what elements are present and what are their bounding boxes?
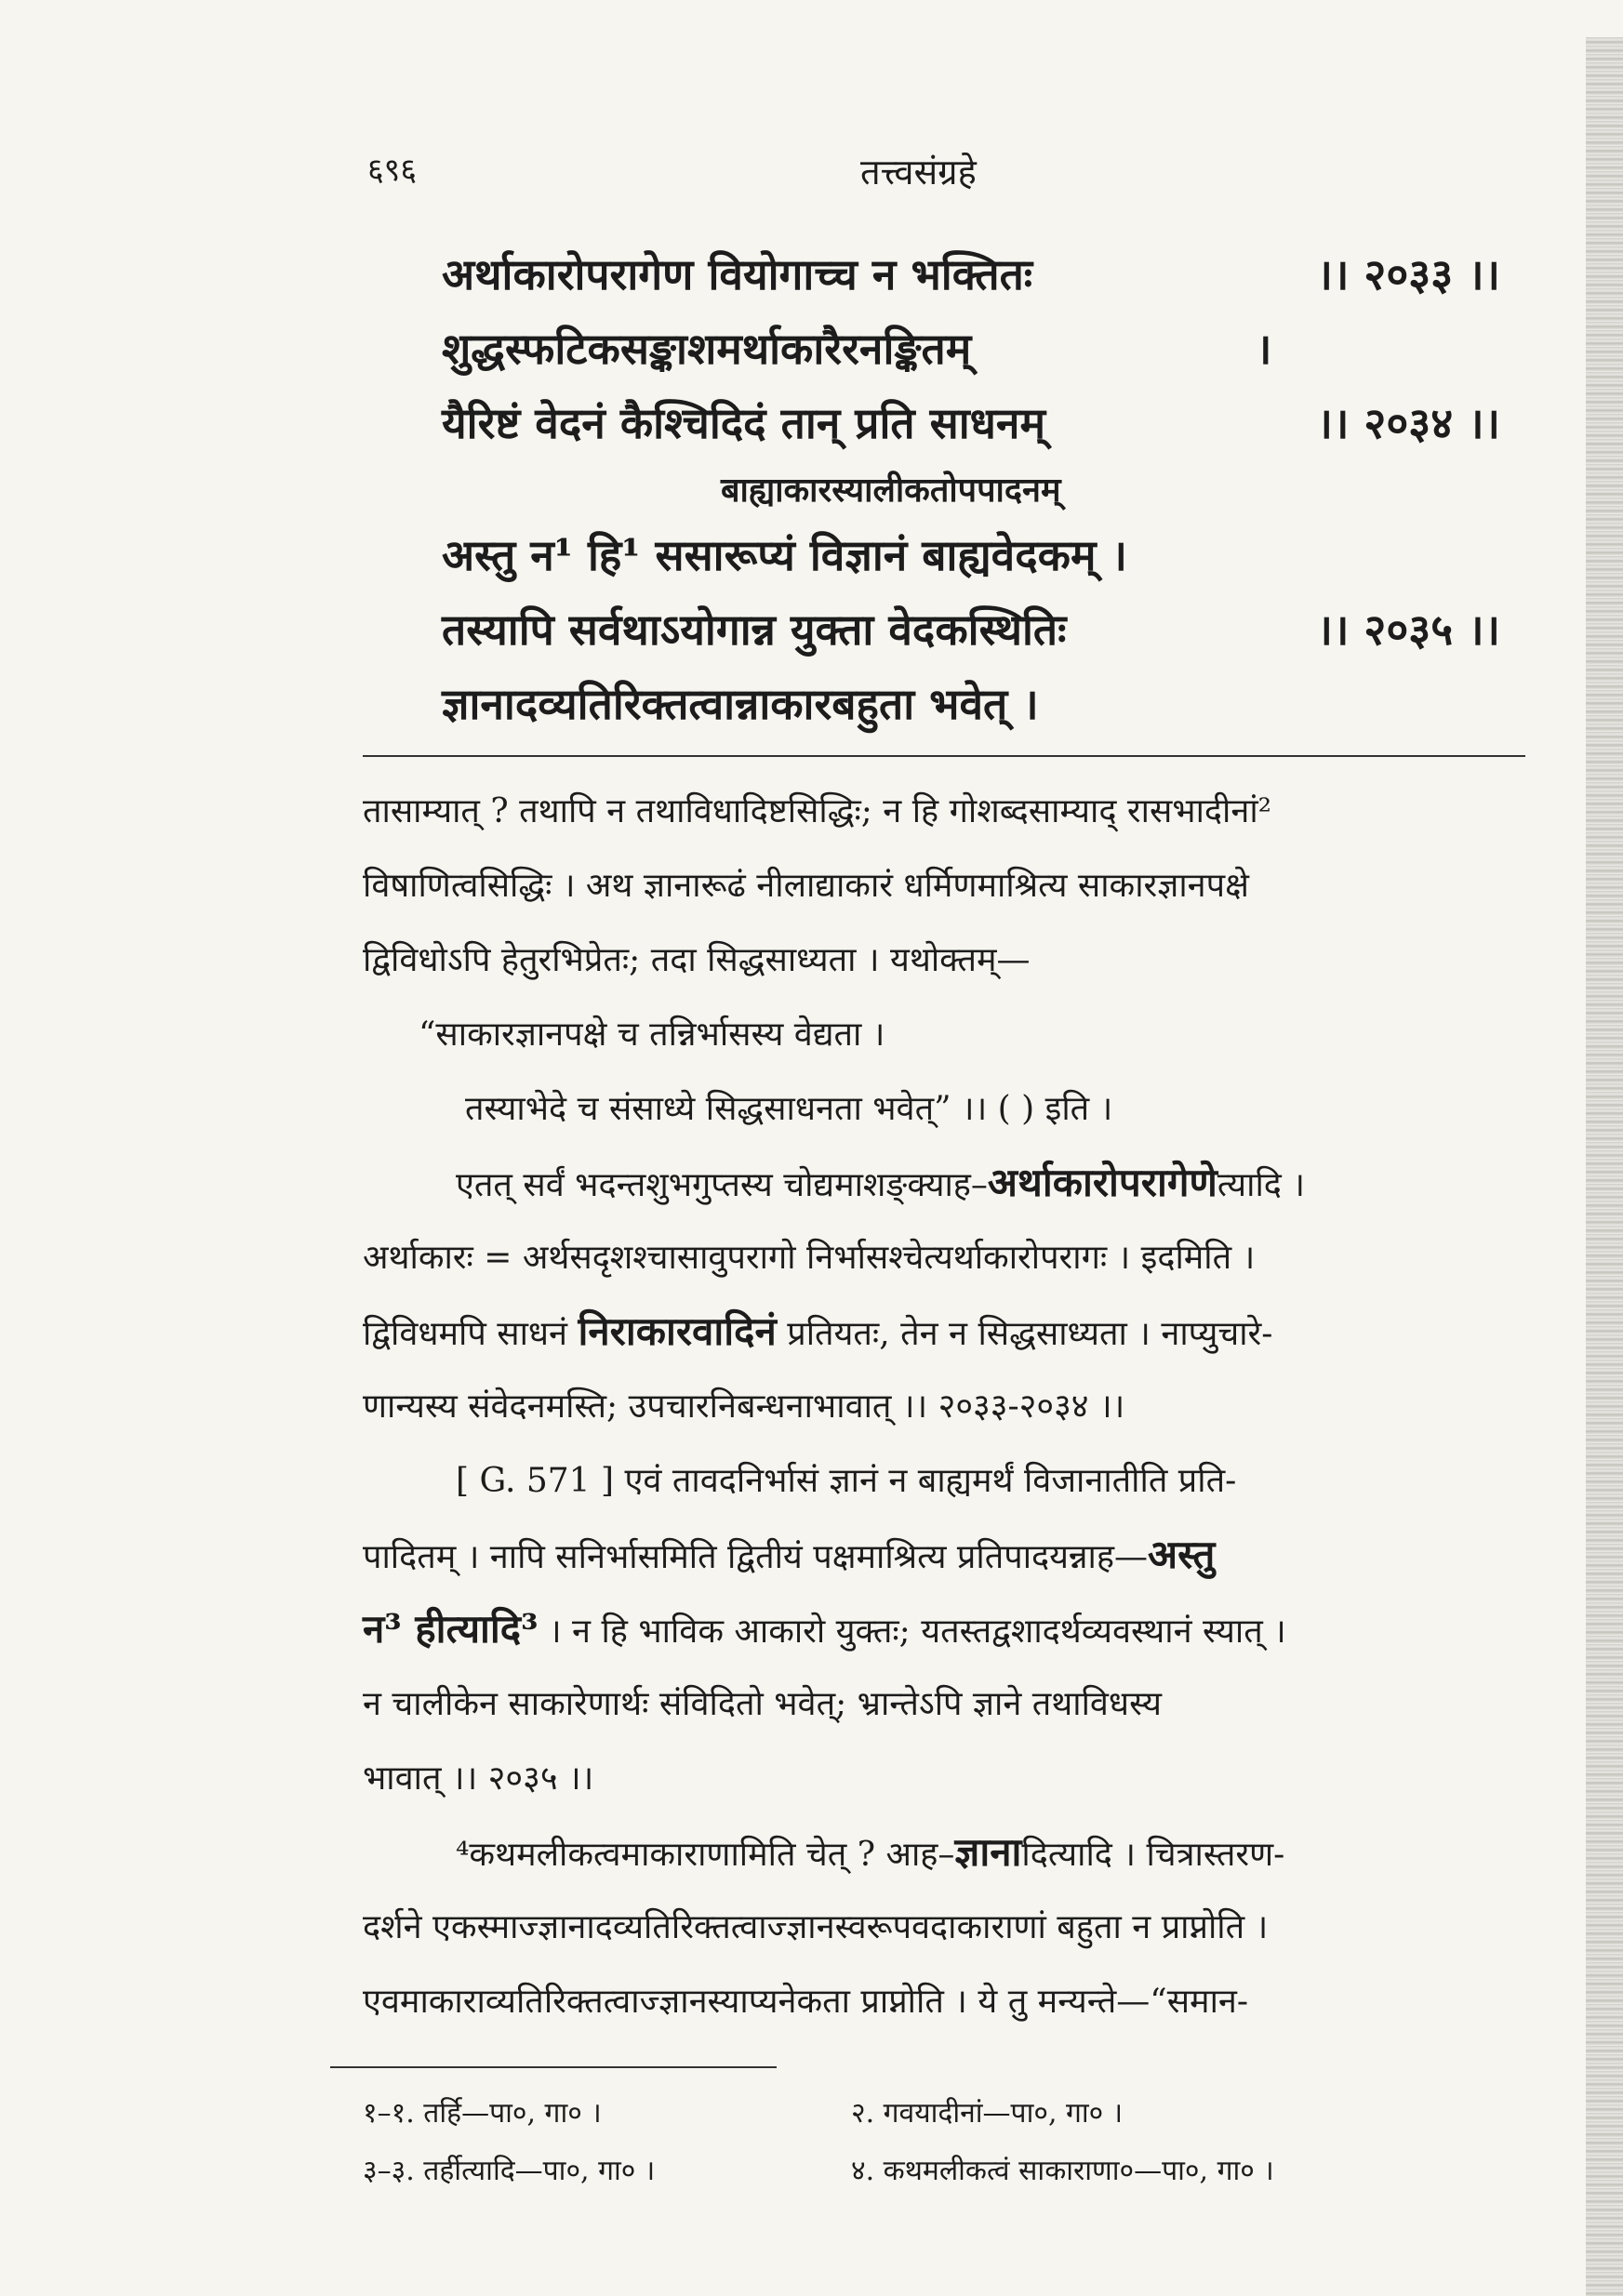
divider-rule: [363, 755, 1525, 757]
commentary-text: ⁴कथमलीकत्वमाकाराणामिति चेत् ? आह–: [456, 1835, 955, 1874]
commentary-text: द्विविधमपि साधनं: [363, 1314, 579, 1353]
commentary-text: एतत् सर्वं भदन्तशुभगुप्तस्य चोद्यमाशङ्क्याह–: [456, 1165, 988, 1204]
page-header: [367, 147, 1521, 203]
commentary-line: द्विविधोऽपि हेतुरभिप्रेतः; तदा सिद्धसाध्यता । यथोक्तम्—: [363, 940, 1031, 979]
section-heading: [442, 460, 1511, 518]
verse-text: अर्थाकारोपरागेण वियोगाच्च न भक्तितः: [442, 249, 1033, 299]
footnote: ४. कथमलीकत्वं साकाराणा०—पा०, गा० ।: [851, 2155, 1274, 2187]
verse-number: ।। २०३४ ।।: [1316, 398, 1500, 448]
commentary-line: एवमाकाराव्यतिरिक्तत्वाज्ज्ञानस्याप्यनेकता प्राप्नोति । ये तु मन्यन्ते—“समान-: [363, 1982, 1249, 2021]
footnote-rule: [330, 2066, 777, 2068]
commentary-line: [363, 1293, 1525, 1367]
commentary-line: न चालीकेन साकारेणार्थः संविदितो भवेत्; भ्रान्तेऽपि ज्ञाने तथाविधस्य: [363, 1684, 1162, 1723]
commentary-line: अर्थाकारः = अर्थसदृशश्चासावुपरागो निर्भासश्चेत्यर्थाकारोपरागः । इदमिति ।: [363, 1238, 1256, 1277]
commentary-line: [363, 1590, 1525, 1665]
verse-text: यैरिष्टं वेदनं कैश्चिदिदं तान् प्रति साधनम्: [442, 398, 1045, 448]
section-heading-text: बाह्याकारस्यालीकतोपपादनम्: [721, 471, 1061, 510]
page-number: ६९६: [367, 152, 418, 189]
verse-line: [442, 386, 1511, 460]
verse-text: ज्ञानादव्यतिरिक्तत्वान्नाकारबहुता भवेत् ।: [442, 679, 1039, 729]
commentary-text: । न हि भाविक आकारो युक्तः; यतस्तद्वशादर्थव्यवस्थानं स्यात् ।: [538, 1612, 1286, 1651]
commentary-text: त्यादि ।: [1217, 1165, 1306, 1204]
verse-line: [442, 312, 1511, 386]
pratika-bold: अर्थाकारोपरागेणे: [987, 1159, 1217, 1205]
commentary-block: [363, 772, 1525, 2037]
quoted-verse-line: “साकारज्ञानपक्षे च तन्निर्भासस्य वेद्यता ।: [419, 1015, 885, 1054]
verse-line: [442, 667, 1511, 741]
verse-number: ।। २०३५ ।।: [1316, 604, 1500, 655]
commentary-line: [363, 1144, 1525, 1218]
footnote: ३–३. तर्हीत्यादि—पा०, गा० ।: [363, 2155, 656, 2187]
verse-number: ।। २०३३ ।।: [1316, 249, 1500, 299]
quoted-verse-line: तस्याभेदे च संसाध्ये सिद्धसाधनता भवेत्” ।। ( ) इति ।: [465, 1089, 1113, 1128]
commentary-line: [ G. 571 ] एवं तावदनिर्भासं ज्ञानं न बाह्यमर्थं विजानातीति प्रति-: [456, 1461, 1237, 1500]
verse-danda: ।: [1256, 324, 1272, 374]
verse-line: [442, 592, 1511, 667]
commentary-line: विषाणित्वसिद्धिः । अथ ज्ञानारूढं नीलाद्याकारं धर्मिणमाश्रित्य साकारज्ञानपक्षे: [363, 866, 1249, 905]
pratika-bold: अस्तु: [1148, 1531, 1216, 1577]
footnote: २. गवयादीनां—पा०, गा० ।: [851, 2097, 1124, 2130]
verse-line: [442, 237, 1511, 312]
verse-text: अस्तु न¹ हि¹ ससारूप्यं विज्ञानं बाह्यवेदकम् ।: [442, 530, 1127, 580]
commentary-line: [363, 1516, 1525, 1590]
pratika-bold: ज्ञाना: [954, 1828, 1022, 1875]
footnotes: [363, 2083, 1516, 2198]
commentary-line: भावात् ।। २०३५ ।।: [363, 1758, 594, 1798]
verse-block: [442, 237, 1511, 741]
verse-text: शुद्धस्फटिकसङ्काशमर्थाकारैरनङ्कितम्: [442, 324, 972, 374]
verse-line: [442, 518, 1511, 592]
term-bold: निराकारवादिनं: [578, 1307, 777, 1354]
page-edge: [1586, 37, 1623, 2296]
commentary-line: णान्यस्य संवेदनमस्ति; उपचारनिबन्धनाभावात् ।। २०३३-२०३४ ।।: [363, 1387, 1125, 1426]
commentary-text: प्रतियतः, तेन न सिद्धसाध्यता । नाप्युचारे-: [776, 1314, 1273, 1353]
commentary-text: पादितम् । नापि सनिर्भासमिति द्वितीयं पक्षमाश्रित्य प्रतिपादयन्नाह—: [363, 1537, 1148, 1576]
commentary-line: दर्शने एकस्माज्ज्ञानादव्यतिरिक्तत्वाज्ज्ञानस्वरूपवदाकाराणां बहुता न प्राप्नोति ।: [363, 1907, 1269, 1946]
commentary-line: [363, 1813, 1525, 1888]
pratika-bold: न³ हीत्यादि³: [363, 1605, 539, 1652]
footnote-row: [363, 2141, 1516, 2198]
footnote: १–१. तर्हि—पा०, गा० ।: [363, 2097, 602, 2130]
running-title: तत्त्वसंग्रहे: [860, 152, 977, 192]
footnote-row: [363, 2083, 1516, 2141]
commentary-text: दित्यादि । चित्रास्तरण-: [1021, 1835, 1285, 1874]
verse-text: तस्यापि सर्वथाऽयोगान्न युक्ता वेदकस्थितिः: [442, 604, 1067, 655]
commentary-line: तासाम्यात् ? तथापि न तथाविधादिष्टसिद्धिः; न हि गोशब्दसाम्याद् रासभादीनां²: [363, 791, 1272, 830]
